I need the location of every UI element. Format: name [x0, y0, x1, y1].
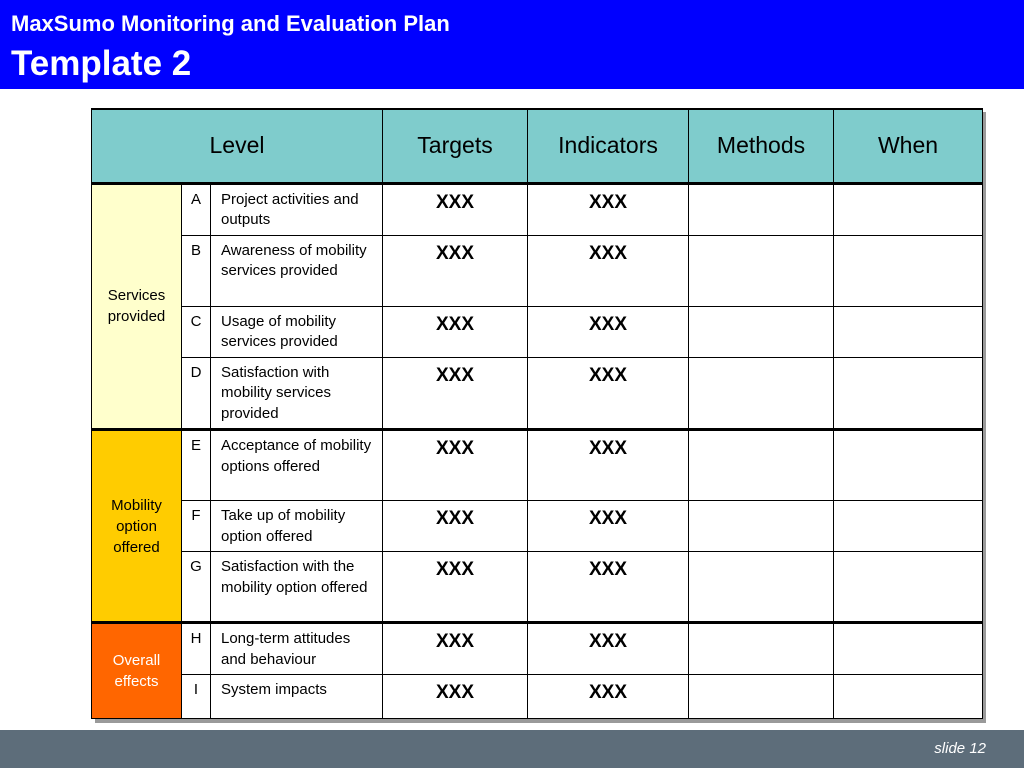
- row-indicators: XXX: [528, 306, 689, 357]
- row-letter: I: [182, 675, 211, 719]
- footer-bar: [0, 730, 1024, 768]
- row-indicators: XXX: [528, 675, 689, 719]
- row-when: [834, 183, 983, 235]
- header-when: When: [834, 109, 983, 183]
- table-header-row: [92, 109, 983, 183]
- table-row: [92, 183, 983, 235]
- row-letter: A: [182, 183, 211, 235]
- monitoring-plan-table: [91, 108, 983, 719]
- table-row: [92, 357, 983, 430]
- row-letter: D: [182, 357, 211, 430]
- row-indicators: XXX: [528, 430, 689, 501]
- row-letter: C: [182, 306, 211, 357]
- slide-subtitle: Template 2: [11, 44, 192, 83]
- row-description: System impacts: [211, 675, 383, 719]
- row-description: Satisfaction with mobility services provided: [211, 357, 383, 430]
- header-methods: Methods: [689, 109, 834, 183]
- row-indicators: XXX: [528, 552, 689, 623]
- row-description: Awareness of mobility services provided: [211, 235, 383, 306]
- row-targets: XXX: [383, 306, 528, 357]
- row-targets: XXX: [383, 552, 528, 623]
- row-description: Long-term attitudes and behaviour: [211, 623, 383, 675]
- row-letter: E: [182, 430, 211, 501]
- row-methods: [689, 623, 834, 675]
- header-indicators: Indicators: [528, 109, 689, 183]
- row-when: [834, 235, 983, 306]
- group-label-overall-effects: Overall effects: [92, 623, 182, 719]
- row-methods: [689, 306, 834, 357]
- row-methods: [689, 675, 834, 719]
- row-indicators: XXX: [528, 357, 689, 430]
- row-methods: [689, 552, 834, 623]
- table-row: [92, 306, 983, 357]
- row-description: Usage of mobility services provided: [211, 306, 383, 357]
- row-description: Satisfaction with the mobility option offered: [211, 552, 383, 623]
- table-row: [92, 552, 983, 623]
- header-level: Level: [92, 109, 383, 183]
- row-methods: [689, 235, 834, 306]
- row-targets: XXX: [383, 430, 528, 501]
- row-description: Project activities and outputs: [211, 183, 383, 235]
- table-row: [92, 675, 983, 719]
- table-row: [92, 623, 983, 675]
- slide-number: slide 12: [934, 740, 986, 757]
- row-when: [834, 306, 983, 357]
- row-when: [834, 501, 983, 552]
- row-indicators: XXX: [528, 501, 689, 552]
- table-row: [92, 501, 983, 552]
- row-methods: [689, 430, 834, 501]
- row-targets: XXX: [383, 501, 528, 552]
- row-when: [834, 623, 983, 675]
- row-description: Take up of mobility option offered: [211, 501, 383, 552]
- table-row: [92, 430, 983, 501]
- row-when: [834, 430, 983, 501]
- group-label-mobility-option-offered: Mobility option offered: [92, 430, 182, 623]
- row-targets: XXX: [383, 235, 528, 306]
- row-indicators: XXX: [528, 235, 689, 306]
- row-letter: F: [182, 501, 211, 552]
- group-label-services-provided: Services provided: [92, 183, 182, 430]
- row-methods: [689, 501, 834, 552]
- row-when: [834, 357, 983, 430]
- row-indicators: XXX: [528, 183, 689, 235]
- row-targets: XXX: [383, 183, 528, 235]
- row-methods: [689, 357, 834, 430]
- row-indicators: XXX: [528, 623, 689, 675]
- row-when: [834, 675, 983, 719]
- row-when: [834, 552, 983, 623]
- row-description: Acceptance of mobility options offered: [211, 430, 383, 501]
- title-divider: [0, 89, 1024, 94]
- row-methods: [689, 183, 834, 235]
- row-letter: H: [182, 623, 211, 675]
- row-letter: G: [182, 552, 211, 623]
- monitoring-plan-table-container: [91, 108, 982, 719]
- title-bar: [0, 0, 1024, 89]
- row-letter: B: [182, 235, 211, 306]
- table-row: [92, 235, 983, 306]
- row-targets: XXX: [383, 357, 528, 430]
- row-targets: XXX: [383, 675, 528, 719]
- row-targets: XXX: [383, 623, 528, 675]
- header-targets: Targets: [383, 109, 528, 183]
- slide-title: MaxSumo Monitoring and Evaluation Plan: [11, 11, 450, 36]
